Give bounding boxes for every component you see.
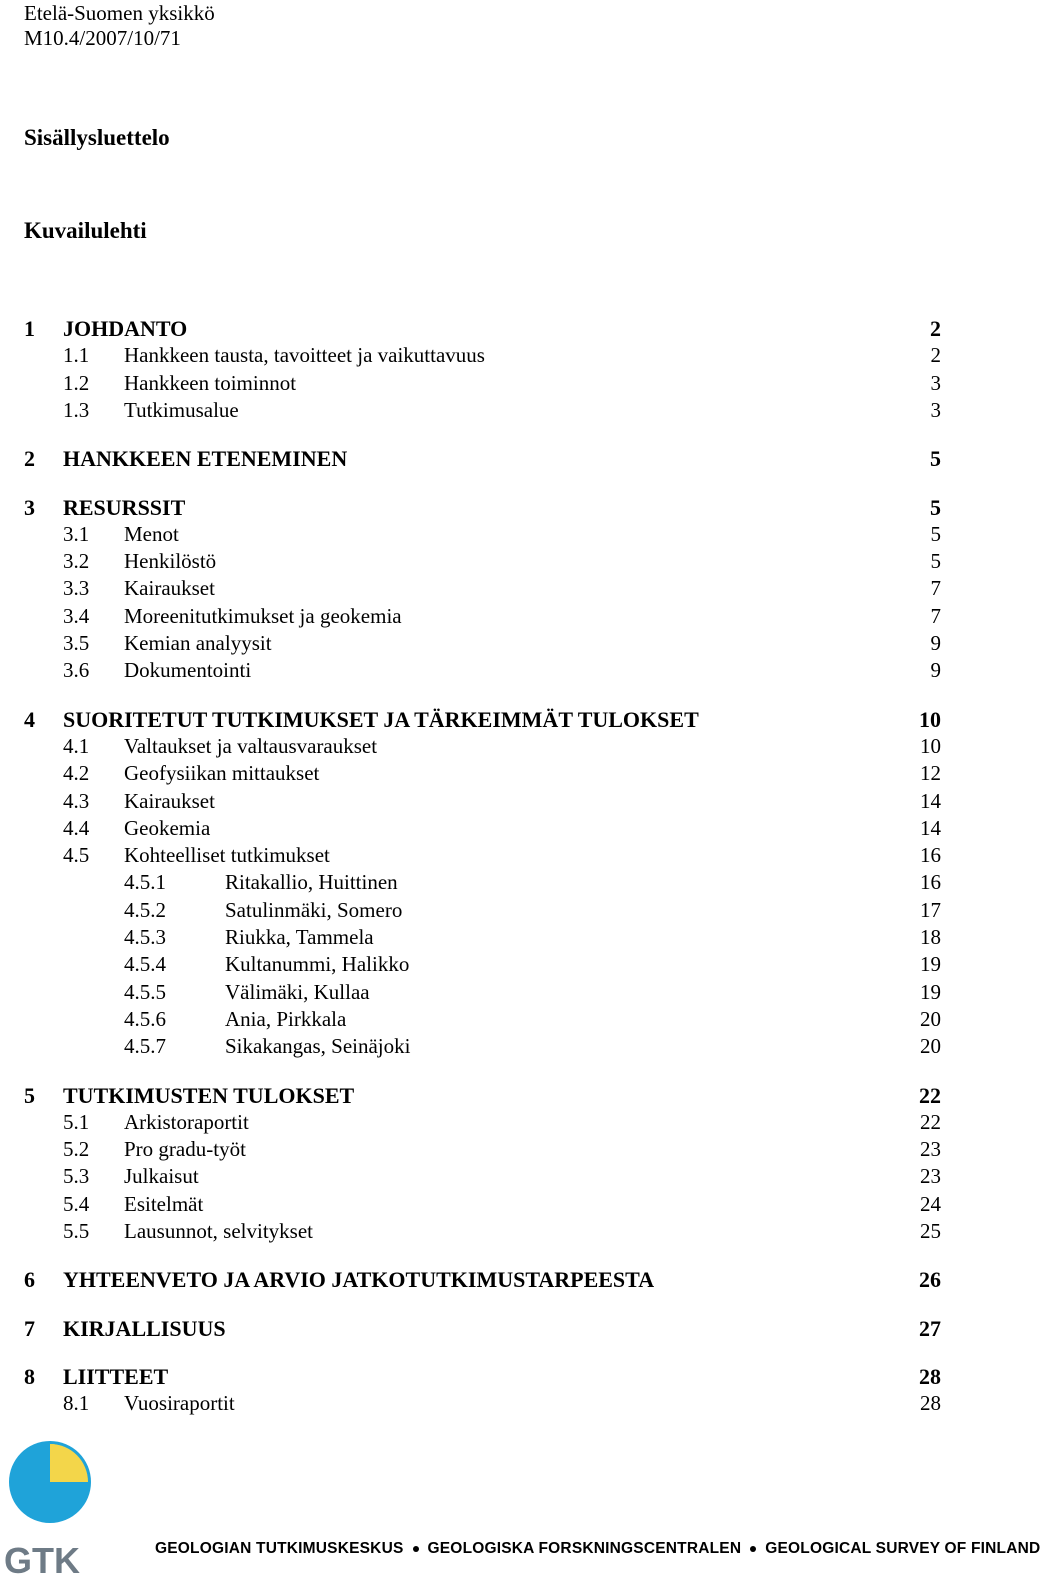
toc-entry-title: Menot — [124, 521, 179, 546]
toc-entry — [24, 397, 941, 424]
toc-entry-page: 2 — [930, 316, 941, 341]
toc-entry-number: 5.3 — [63, 1164, 90, 1189]
toc-entry-number: 5.2 — [63, 1137, 90, 1162]
toc-entry-number: 1 — [24, 316, 35, 341]
toc-entry-page: 17 — [920, 897, 941, 922]
toc-entry — [24, 1363, 941, 1390]
toc-entry — [24, 1315, 941, 1342]
toc-entry-page: 20 — [920, 1034, 941, 1059]
gtk-logo-text: GTK — [4, 1540, 80, 1581]
page-title: Sisällysluettelo — [24, 125, 170, 150]
toc-entry-page: 14 — [920, 815, 941, 840]
toc-entry — [24, 869, 941, 896]
toc-entry-page: 5 — [930, 446, 941, 472]
toc-entry-page: 2 — [930, 343, 941, 368]
toc-entry — [24, 1033, 941, 1060]
toc-entry-page: 22 — [920, 1109, 941, 1134]
toc-entry — [24, 788, 941, 815]
toc-entry — [24, 1218, 941, 1245]
toc-entry-title: Vuosiraportit — [124, 1391, 235, 1416]
toc-entry-number: 5 — [24, 1082, 35, 1108]
toc-entry — [24, 815, 941, 842]
toc-entry — [24, 1266, 941, 1293]
toc-entry-page: 25 — [920, 1219, 941, 1243]
toc-entry-title: Henkilöstö — [124, 549, 217, 574]
toc-entry-page: 16 — [920, 843, 941, 868]
toc-entry — [24, 630, 941, 657]
toc-entry-number: 4.5.2 — [124, 897, 166, 922]
globe-icon — [9, 1441, 91, 1523]
toc-entry-title: Tutkimusalue — [124, 397, 239, 422]
toc-entry-number: 3 — [24, 494, 35, 520]
toc-entry — [24, 924, 941, 951]
toc-entry-number: 8.1 — [63, 1391, 90, 1416]
toc-entry — [24, 733, 941, 760]
toc-entry — [24, 1006, 941, 1033]
toc-entry-number: 6 — [24, 1267, 35, 1293]
toc-entry — [24, 315, 941, 342]
toc-entry-title: TUTKIMUSTEN TULOKSET — [63, 1082, 355, 1108]
org-name-sv: GEOLOGISKA FORSKNINGSCENTRALEN — [427, 1540, 742, 1557]
org-name-en: GEOLOGICAL SURVEY OF FINLAND — [765, 1540, 1040, 1557]
toc-entry-number: 5.4 — [63, 1191, 90, 1216]
toc-entry-number: 4.5.6 — [124, 1006, 166, 1031]
toc-entry-title: Geofysiikan mittaukset — [124, 761, 320, 786]
toc-entry — [24, 760, 941, 787]
toc-entry-title: Kairaukset — [124, 576, 215, 601]
toc-entry-title: SUORITETUT TUTKIMUKSET JA TÄRKEIMMÄT TULOKSET — [63, 706, 699, 732]
toc-entry-title: Lausunnot, selvitykset — [124, 1219, 313, 1243]
toc-entry-number: 4.5.5 — [124, 979, 166, 1004]
toc-entry-page: 28 — [920, 1391, 941, 1416]
toc-entry-number: 4 — [24, 706, 35, 732]
toc-entry-page: 24 — [920, 1191, 941, 1216]
toc-entry-title: Valtaukset ja valtausvaraukset — [124, 733, 378, 758]
toc-entry-title: Kultanummi, Halikko — [225, 952, 410, 977]
toc-entry-page: 23 — [920, 1164, 941, 1189]
toc-entry-number: 7 — [24, 1315, 35, 1341]
toc-entry-title: Kemian analyysit — [124, 631, 272, 655]
header-code: M10.4/2007/10/71 — [24, 26, 181, 50]
toc-entry — [24, 657, 941, 684]
toc-entry-number: 3.2 — [63, 549, 90, 574]
toc-entry-title: Sikakangas, Seinäjoki — [225, 1034, 411, 1059]
toc-entry — [24, 979, 941, 1006]
toc-entry-number: 4.2 — [63, 761, 90, 786]
toc-entry-page: 3 — [930, 397, 941, 422]
toc-entry — [24, 951, 941, 978]
toc-entry-title: Hankkeen tausta, tavoitteet ja vaikuttavuus — [124, 343, 485, 368]
toc-entry-page: 12 — [920, 761, 941, 786]
toc-entry-number: 3.1 — [63, 521, 90, 546]
toc-entry-title: Kohteelliset tutkimukset — [124, 843, 330, 868]
footer — [0, 1440, 1040, 1586]
toc-entry-title: Välimäki, Kullaa — [225, 979, 370, 1004]
toc-entry-number: 8 — [24, 1363, 35, 1389]
toc-entry — [24, 342, 941, 369]
toc-entry-title: LIITTEET — [63, 1363, 169, 1389]
org-name-fi: GEOLOGIAN TUTKIMUSKESKUS — [155, 1540, 404, 1557]
toc-entry-number: 1.1 — [63, 343, 90, 368]
toc-entry — [24, 521, 941, 548]
toc-entry-page: 5 — [930, 494, 941, 520]
toc-entry-number: 1.3 — [63, 397, 90, 422]
toc-entry-page: 9 — [930, 658, 941, 683]
toc-entry — [24, 1191, 941, 1218]
toc-entry-title: KIRJALLISUUS — [63, 1315, 226, 1341]
subtitle: Kuvailulehti — [24, 218, 147, 243]
toc-entry-number: 5.1 — [63, 1109, 90, 1134]
toc-entry — [24, 370, 941, 397]
gtk-logo — [0, 1440, 100, 1586]
toc-entry-title: RESURSSIT — [63, 494, 186, 520]
header-unit: Etelä-Suomen yksikkö — [24, 1, 215, 25]
separator-dot-icon — [413, 1546, 419, 1552]
toc-entry-title: HANKKEEN ETENEMINEN — [63, 446, 348, 472]
toc-entry-title: Kairaukset — [124, 788, 215, 813]
toc-entry-number: 4.1 — [63, 733, 90, 758]
toc-entry — [24, 603, 941, 630]
toc-entry-number: 4.5.1 — [124, 870, 166, 895]
toc-entry-page: 19 — [920, 979, 941, 1004]
toc-entry-page: 7 — [930, 576, 941, 601]
toc-entry — [24, 1109, 941, 1136]
toc-entry — [24, 897, 941, 924]
toc-entry-title: Dokumentointi — [124, 658, 252, 683]
toc-entry-page: 5 — [930, 521, 941, 546]
toc-entry-number: 4.5.3 — [124, 925, 166, 949]
toc-entry-page: 5 — [930, 549, 941, 574]
toc-entry-number: 3.4 — [63, 603, 90, 628]
toc-entry — [24, 1390, 941, 1417]
toc-entry — [24, 842, 941, 869]
toc-entry — [24, 1136, 941, 1163]
toc-entry-title: YHTEENVETO JA ARVIO JATKOTUTKIMUSTARPEESTA — [63, 1267, 655, 1293]
toc-entry — [24, 575, 941, 602]
toc-entry — [24, 494, 941, 521]
toc-entry-page: 10 — [919, 706, 941, 732]
toc-entry-number: 1.2 — [63, 370, 90, 395]
toc-entry-title: Riukka, Tammela — [225, 925, 374, 949]
toc-entry-page: 26 — [919, 1267, 941, 1293]
toc-entry-title: Ritakallio, Huittinen — [225, 870, 398, 895]
toc-entry — [24, 1163, 941, 1190]
toc-entry-page: 20 — [920, 1006, 941, 1031]
toc-entry-page: 28 — [919, 1363, 941, 1389]
toc-entry-number: 5.5 — [63, 1219, 90, 1243]
footer-organization-names — [155, 1540, 1040, 1558]
toc-entry — [24, 706, 941, 733]
toc-entry-page: 27 — [919, 1315, 941, 1341]
toc-entry — [24, 445, 941, 472]
toc-entry-title: Satulinmäki, Somero — [225, 897, 403, 922]
toc-entry-title: Pro gradu-työt — [124, 1137, 246, 1162]
toc-entry-number: 4.3 — [63, 788, 90, 813]
toc-entry-number: 4.5.7 — [124, 1034, 166, 1059]
toc-entry-number: 4.4 — [63, 815, 90, 840]
toc-entry-page: 9 — [930, 631, 941, 655]
toc-entry-title: JOHDANTO — [63, 316, 188, 341]
toc-entry-title: Arkistoraportit — [124, 1109, 249, 1134]
toc-entry-page: 18 — [920, 925, 941, 949]
toc-entry — [24, 548, 941, 575]
toc-entry-page: 19 — [920, 952, 941, 977]
toc-entry-page: 22 — [919, 1082, 941, 1108]
toc-entry-title: Ania, Pirkkala — [225, 1006, 347, 1031]
toc-entry-title: Moreenitutkimukset ja geokemia — [124, 603, 402, 628]
toc-entry-number: 3.6 — [63, 658, 90, 683]
toc-entry — [24, 1082, 941, 1109]
toc-entry-page: 14 — [920, 788, 941, 813]
toc-entry-title: Geokemia — [124, 815, 211, 840]
toc-entry-page: 3 — [930, 370, 941, 395]
separator-dot-icon — [750, 1546, 756, 1552]
toc-entry-number: 4.5.4 — [124, 952, 166, 977]
toc-entry-title: Julkaisut — [124, 1164, 199, 1189]
toc-entry-page: 16 — [920, 870, 941, 895]
toc-entry-page: 10 — [920, 733, 941, 758]
toc-entry-page: 23 — [920, 1137, 941, 1162]
toc-entry-number: 3.3 — [63, 576, 90, 601]
toc-entry-number: 2 — [24, 446, 35, 472]
toc-entry-page: 7 — [930, 603, 941, 628]
toc-entry-title: Hankkeen toiminnot — [124, 370, 297, 395]
toc-entry-number: 3.5 — [63, 631, 90, 655]
toc-entry-number: 4.5 — [63, 843, 90, 868]
toc-entry-title: Esitelmät — [124, 1191, 204, 1216]
